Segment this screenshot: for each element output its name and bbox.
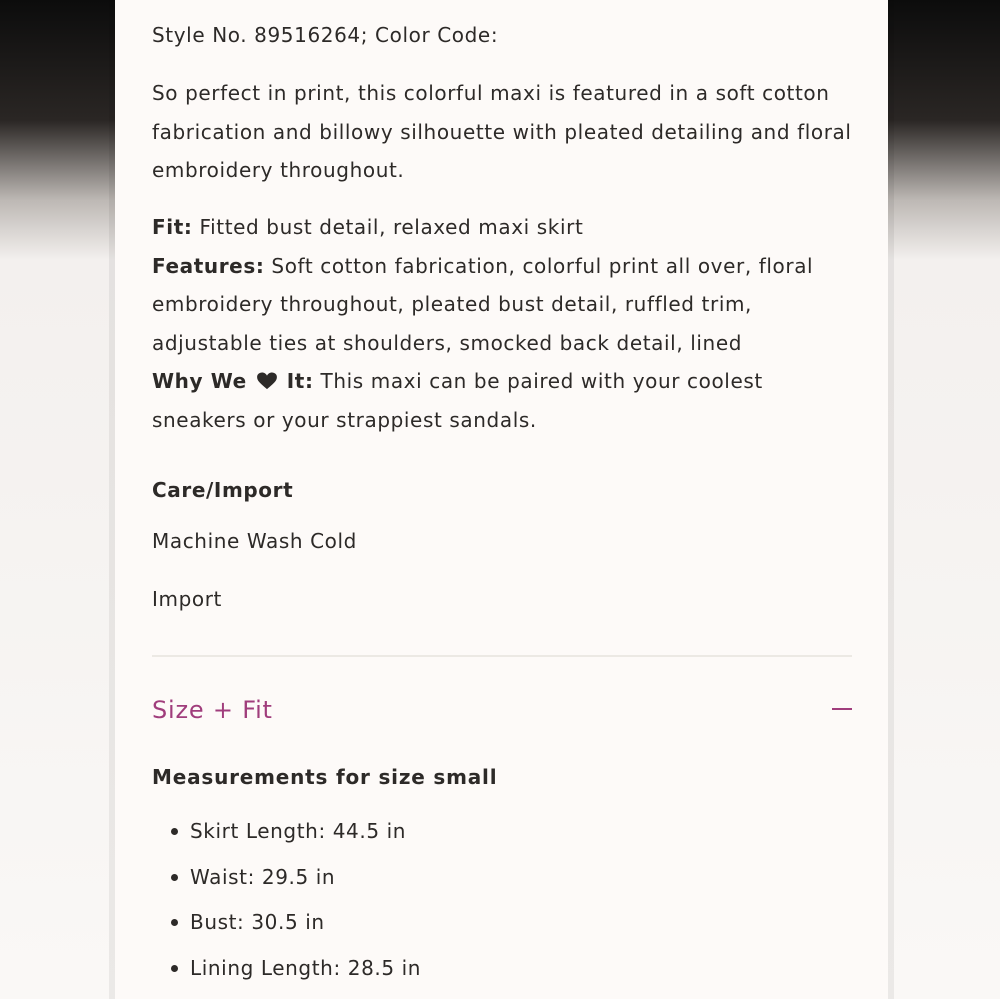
section-divider: [152, 655, 852, 657]
measurements-heading: Measurements for size small: [152, 765, 498, 789]
measurement-text: Skirt Length: 44.5 in: [190, 819, 407, 843]
background-left: [0, 0, 115, 999]
size-fit-accordion-toggle[interactable]: [152, 688, 852, 734]
measurements-list: [171, 812, 421, 994]
measurement-text: Bust: 30.5 in: [190, 910, 325, 934]
list-item: [171, 812, 421, 858]
bullet-icon: [171, 919, 178, 926]
product-description: So perfect in print, this colorful maxi is featured in a soft cotton fabrication and billowy silhouette with pleated detailing and floral embroidery throughout.: [152, 81, 852, 182]
why-we-love-it-detail: [152, 362, 852, 439]
list-item: [171, 858, 421, 904]
bullet-icon: [171, 965, 178, 972]
style-number: Style No. 89516264; Color Code:: [152, 23, 499, 47]
features-label: Features:: [152, 253, 265, 278]
measurement-text: Waist: 29.5 in: [190, 864, 336, 889]
product-details: [152, 208, 852, 439]
why-label-post: It:: [286, 369, 314, 393]
heart-icon: [256, 372, 278, 390]
fit-detail: [152, 208, 852, 247]
list-item: [171, 903, 421, 949]
care-item: Machine Wash Cold: [152, 529, 357, 553]
list-item: [171, 949, 421, 995]
care-import-heading: Care/Import: [152, 478, 294, 502]
minus-icon[interactable]: [832, 708, 852, 710]
fit-label: Fit:: [152, 215, 193, 239]
background-right: [888, 0, 1000, 999]
features-detail: [152, 247, 852, 363]
why-label-pre: Why We: [152, 369, 247, 393]
why-text: This maxi can be paired with your coolest sneakers or your strappiest sandals.: [152, 369, 763, 432]
fit-text: Fitted bust detail, relaxed maxi skirt: [192, 215, 584, 239]
care-item: Import: [152, 587, 222, 611]
product-details-panel: [115, 0, 888, 999]
measurement-text: Lining Length: 28.5 in: [190, 955, 422, 980]
size-fit-heading: Size + Fit: [152, 696, 273, 724]
features-text: Soft cotton fabrication, colorful print all over, floral embroidery throughout, pleated bust detail, ruffled trim, adjustable ties at shoulders, smocked back detail, lined: [152, 253, 814, 355]
bullet-icon: [171, 874, 178, 881]
bullet-icon: [171, 828, 178, 835]
